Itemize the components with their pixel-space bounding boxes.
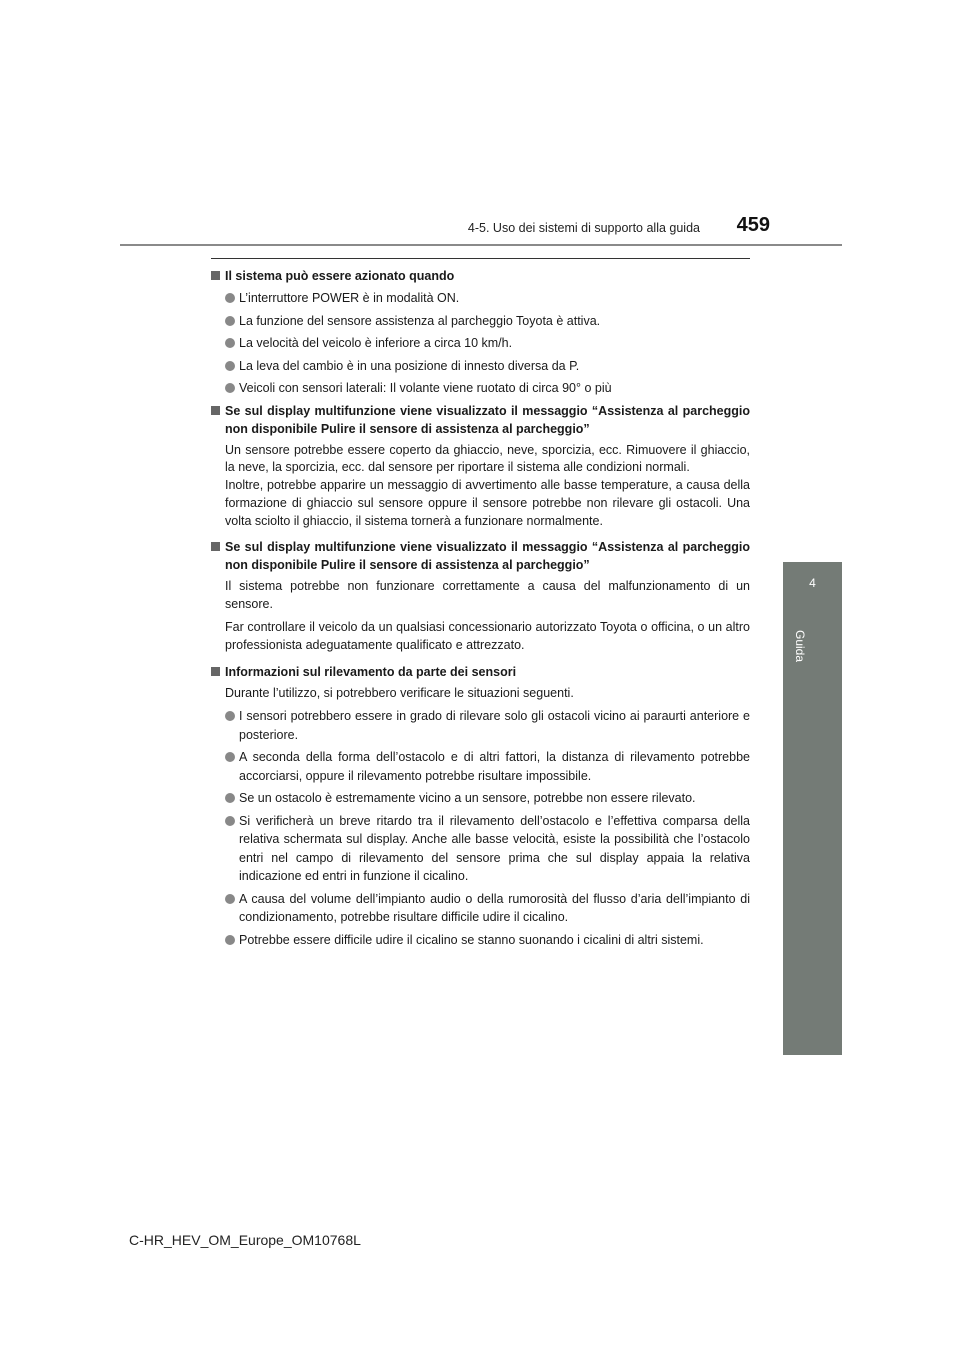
- section-heading: [211, 402, 750, 438]
- heading-text: Informazioni sul rilevamento da parte dei sensori: [225, 664, 517, 679]
- list-item: [211, 357, 750, 376]
- paragraph: Il sistema potrebbe non funzionare correttamente a causa del malfunzionamento di un sensore.: [225, 579, 750, 612]
- round-bullet-icon: [225, 383, 235, 393]
- square-bullet-icon: [211, 406, 220, 415]
- chapter-tab: [783, 562, 842, 621]
- square-bullet-icon: [211, 542, 220, 551]
- paragraph: Far controllare il veicolo da un qualsiasi concessionario autorizzato Toyota o officina, o un altro professionista adeguatamente qualificato e attrezzato.: [225, 620, 750, 652]
- list-item-text: A causa del volume dell’impianto audio o della rumorosità del flusso d’aria dell’impianto di condizionamento, potrebbe risultare difficile udire il cicalino.: [239, 891, 750, 925]
- round-bullet-icon: [225, 293, 235, 303]
- square-bullet-icon: [211, 271, 220, 280]
- list-item-text: Potrebbe essere difficile udire il cicalino se stanno suonando i cicalini di altri sistemi.: [239, 932, 704, 947]
- round-bullet-icon: [225, 752, 235, 762]
- list-item: [211, 289, 750, 308]
- header-divider: [120, 244, 842, 246]
- paragraph: Inoltre, potrebbe apparire un messaggio di avvertimento alle basse temperature, a causa della formazione di ghiaccio sul sensore oppure il sensore potrebbe non rilevare gli ostacoli. Una volta sciolto il ghiaccio, il sistema tornerà a funzionare normalmente.: [225, 478, 750, 528]
- list-item: [211, 812, 750, 886]
- list-item-text: I sensori potrebbero essere in grado di rilevare solo gli ostacoli vicino ai paraurti anteriore e posteriore.: [239, 709, 750, 742]
- section-heading: [211, 538, 750, 574]
- round-bullet-icon: [225, 338, 235, 348]
- round-bullet-icon: [225, 793, 235, 803]
- round-bullet-icon: [225, 935, 235, 945]
- list-item-text: La leva del cambio è in una posizione di innesto diversa da P.: [239, 358, 580, 373]
- list-item-text: A seconda della forma dell’ostacolo e di altri fattori, la distanza di rilevamento potrebbe accorciarsi, oppure il rilevamento potrebbe risultare impossibile.: [239, 750, 750, 783]
- heading-text: Se sul display multifunzione viene visualizzato il messaggio “Assistenza al parcheggio non disponibile Pulire il sensore di assistenza al parcheggio”: [225, 540, 750, 573]
- list-item: [211, 379, 750, 398]
- list-item-text: Se un ostacolo è estremamente vicino a un sensore, potrebbe non essere rilevato.: [239, 791, 696, 806]
- list-item: [211, 312, 750, 331]
- list-item: [211, 334, 750, 353]
- round-bullet-icon: [225, 361, 235, 371]
- round-bullet-icon: [225, 816, 235, 826]
- page-number: 459: [736, 214, 770, 236]
- chapter-label: Guida: [793, 630, 807, 663]
- heading-text: Se sul display multifunzione viene visualizzato il messaggio “Assistenza al parcheggio non disponibile Pulire il sensore di assistenza al parcheggio”: [225, 403, 750, 436]
- content-divider: [211, 258, 750, 259]
- list-item-text: Veicoli con sensori laterali: Il volante viene ruotato di circa 90° o più: [239, 381, 612, 395]
- section-heading: [211, 267, 750, 285]
- list-item: [211, 707, 750, 744]
- list-item-text: La funzione del sensore assistenza al parcheggio Toyota è attiva.: [239, 313, 601, 328]
- section-heading: [211, 663, 750, 681]
- chapter-number: 4: [809, 576, 816, 590]
- list-item: [211, 890, 750, 927]
- chapter-sidebar: [783, 621, 842, 1055]
- heading-text: Il sistema può essere azionato quando: [225, 269, 455, 283]
- list-item-text: La velocità del veicolo è inferiore a circa 10 km/h.: [239, 336, 513, 350]
- page-header: [0, 0, 960, 250]
- list-item: [211, 789, 750, 808]
- document-code: C-HR_HEV_OM_Europe_OM10768L: [129, 1232, 361, 1248]
- page-content: [211, 258, 750, 953]
- list-item-text: L’interruttore POWER è in modalità ON.: [239, 291, 460, 305]
- round-bullet-icon: [225, 894, 235, 904]
- paragraph: Durante l’utilizzo, si potrebbero verificare le situazioni seguenti.: [225, 685, 574, 700]
- list-item: [211, 931, 750, 950]
- list-item-text: Si verificherà un breve ritardo tra il rilevamento dell’ostacolo e l’effettiva comparsa della relativa schermata sul display. Anche alle basse velocità, esiste la possibilità che l’ostacolo entri nel campo di rilevamento del sensore prima che sul display appaia la relativa indicazione ed entri in funzione il cicalino.: [239, 813, 750, 884]
- round-bullet-icon: [225, 316, 235, 326]
- list-item: [211, 748, 750, 785]
- round-bullet-icon: [225, 711, 235, 721]
- paragraph: Un sensore potrebbe essere coperto da ghiaccio, neve, sporcizia, ecc. Rimuovere il ghiaccio, la neve, la sporcizia, ecc. dal sensore per riportare il sistema alle condizioni normali.: [225, 442, 750, 475]
- section-title: 4-5. Uso dei sistemi di supporto alla guida: [467, 221, 700, 235]
- square-bullet-icon: [211, 667, 220, 676]
